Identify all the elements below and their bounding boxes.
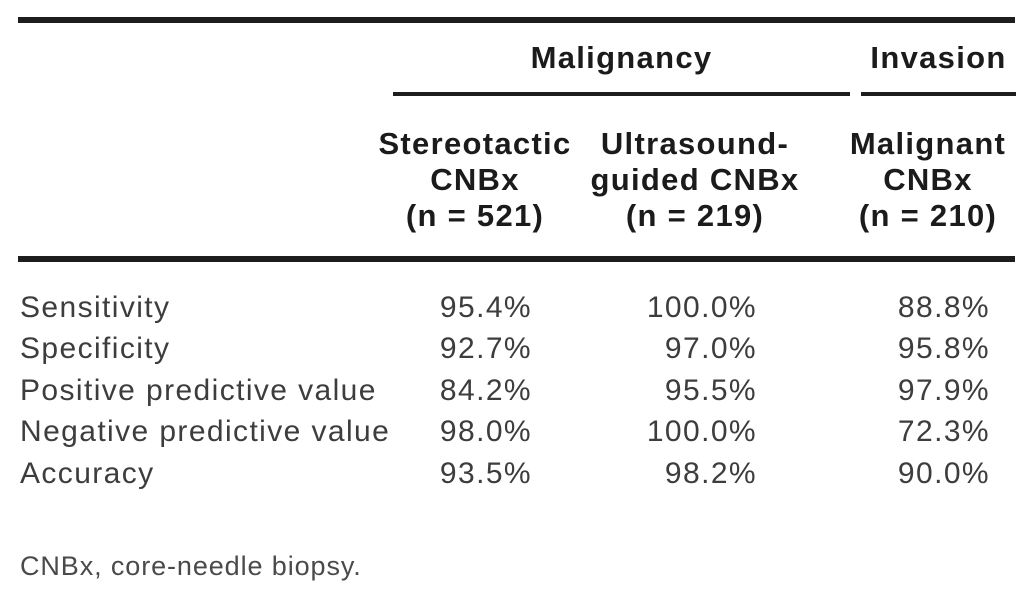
cell-value: 97.0% bbox=[664, 332, 757, 365]
column-header-line: (n = 219) bbox=[625, 198, 765, 233]
row-label-sensitivity: Sensitivity bbox=[20, 291, 171, 324]
cell-value: 100.0% bbox=[646, 415, 757, 448]
column-group-invasion-label: Invasion bbox=[870, 40, 1007, 75]
row-label-positive-predictive-value: Positive predictive value bbox=[20, 374, 377, 407]
column-header-stereotactic-cnbx bbox=[372, 126, 578, 234]
invasion-group-underline bbox=[861, 92, 1016, 96]
cell-value: 93.5% bbox=[439, 457, 532, 490]
table-row bbox=[0, 417, 1028, 458]
column-header-ultrasound-guided-cnbx bbox=[578, 126, 812, 234]
cell-value: 90.0% bbox=[897, 457, 990, 490]
row-label-specificity: Specificity bbox=[20, 332, 171, 365]
top-rule bbox=[18, 17, 1015, 23]
header-divider-rule bbox=[18, 256, 1015, 262]
malignancy-group-underline bbox=[393, 92, 850, 96]
row-label-accuracy: Accuracy bbox=[20, 457, 155, 490]
column-header-line: CNBx bbox=[430, 162, 520, 197]
cell-value: 72.3% bbox=[897, 415, 990, 448]
row-label-negative-predictive-value: Negative predictive value bbox=[20, 415, 391, 448]
cell-value: 95.8% bbox=[897, 332, 990, 365]
table-row bbox=[0, 459, 1028, 500]
cell-value: 88.8% bbox=[897, 291, 990, 324]
column-group-malignancy-label: Malignancy bbox=[530, 40, 713, 75]
cell-value: 97.9% bbox=[897, 374, 990, 407]
column-header-line: Ultrasound- bbox=[600, 126, 790, 161]
table-row bbox=[0, 376, 1028, 417]
table-footnote: CNBx, core-needle biopsy. bbox=[20, 551, 362, 581]
cell-value: 95.5% bbox=[664, 374, 757, 407]
table-row bbox=[0, 293, 1028, 334]
cell-value: 92.7% bbox=[439, 332, 532, 365]
cell-value: 95.4% bbox=[439, 291, 532, 324]
cell-value: 98.2% bbox=[664, 457, 757, 490]
column-header-line: CNBx bbox=[883, 162, 973, 197]
column-header-line: Malignant bbox=[849, 126, 1007, 161]
column-header-malignant-cnbx bbox=[840, 126, 1016, 234]
column-header-line: (n = 521) bbox=[405, 198, 545, 233]
cell-value: 84.2% bbox=[439, 374, 532, 407]
cell-value: 100.0% bbox=[646, 291, 757, 324]
cell-value: 98.0% bbox=[439, 415, 532, 448]
table-row bbox=[0, 334, 1028, 375]
column-header-line: Stereotactic bbox=[378, 126, 572, 161]
column-header-line: guided CNBx bbox=[590, 162, 800, 197]
column-header-line: (n = 210) bbox=[858, 198, 998, 233]
